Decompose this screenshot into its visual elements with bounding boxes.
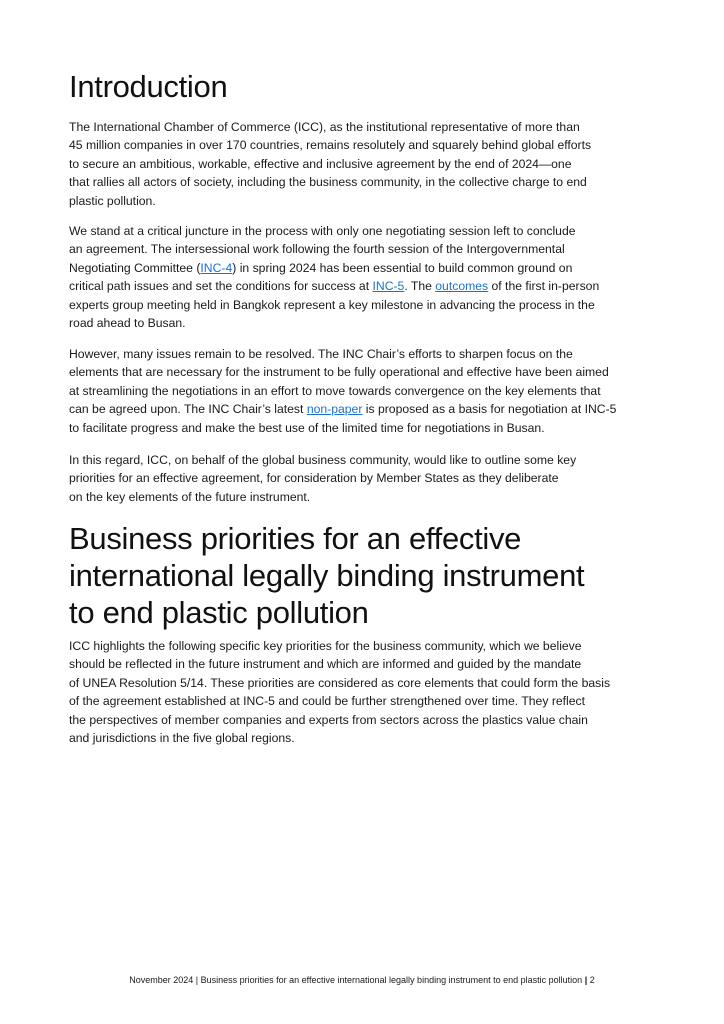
page-footer (0, 975, 724, 985)
text-line: ICC highlights the following specific key priorities for the business community, which we believe (69, 639, 582, 653)
footer-separator: | (584, 975, 588, 985)
text-segment: can be agreed upon. The INC Chair’s latest (69, 402, 307, 417)
text-line: on the key elements of the future instrument. (69, 489, 311, 504)
text-segment: critical path issues and set the conditions for success at (69, 279, 373, 294)
heading-line: to end plastic pollution (69, 595, 369, 630)
text-line (69, 259, 664, 277)
text-segment: . The (404, 279, 436, 294)
text-line: and jurisdictions in the five global regions. (69, 731, 295, 746)
text-line: that rallies all actors of society, including the business community, in the collective charge to end (69, 175, 587, 190)
text-line: the perspectives of member companies and experts from sectors across the plastics value chain (69, 712, 588, 727)
text-line: 45 million companies in over 170 countries, remains resolutely and squarely behind global efforts (69, 138, 592, 153)
text-line: plastic pollution. (69, 193, 156, 208)
text-line: to facilitate progress and make the best use of the limited time for negotiations in Busan. (69, 420, 545, 435)
business-priorities-paragraph (69, 637, 664, 747)
text-line: at streamlining the negotiations in an effort to move towards convergence on the key elements that (69, 383, 601, 398)
inc-5-link[interactable]: INC-5 (372, 279, 405, 294)
introduction-heading: Introduction (69, 69, 228, 104)
outcomes-link[interactable]: outcomes (435, 279, 489, 294)
text-line: priorities for an effective agreement, for consideration by Member States as they deliberate (69, 471, 559, 486)
text-line: of UNEA Resolution 5/14. These priorities are considered as core elements that could form the basis (69, 675, 611, 690)
text-line (69, 400, 664, 418)
inc-4-link[interactable]: INC-4 (200, 260, 233, 275)
text-segment: of the first in-person (488, 279, 600, 294)
text-line: However, many issues remain to be resolved. The INC Chair’s efforts to sharpen focus on the (69, 347, 573, 361)
text-line: to secure an ambitious, workable, effective and inclusive agreement by the end of 2024—one (69, 156, 572, 171)
text-line: elements that are necessary for the instrument to be fully operational and effective have been aimed (69, 365, 609, 380)
text-segment: Negotiating Committee ( (69, 260, 201, 275)
text-line: road ahead to Busan. (69, 316, 186, 331)
footer-text: November 2024 | Business priorities for an effective international legally binding instrument to end plastic pollution (129, 975, 583, 985)
text-line: The International Chamber of Commerce (ICC), as the institutional representative of more than (69, 120, 580, 134)
intro-paragraph-1 (69, 118, 664, 210)
text-segment: is proposed as a basis for negotiation at INC-5 (362, 402, 617, 417)
text-line: of the agreement established at INC-5 and could be further strengthened over time. They reflect (69, 694, 586, 709)
text-segment: ) in spring 2024 has been essential to build common ground on (232, 260, 573, 275)
page-number: 2 (589, 975, 595, 985)
intro-paragraph-4 (69, 451, 664, 506)
intro-paragraph-3 (69, 345, 664, 437)
text-line: We stand at a critical juncture in the process with only one negotiating session left to conclude (69, 224, 576, 238)
business-priorities-heading (69, 520, 669, 631)
non-paper-link[interactable]: non-paper (306, 402, 363, 417)
heading-line: Business priorities for an effective (69, 521, 522, 556)
text-line: should be reflected in the future instrument and which are informed and guided by the mandate (69, 657, 582, 672)
heading-line: international legally binding instrument (69, 558, 585, 593)
text-line: In this regard, ICC, on behalf of the global business community, would like to outline some key (69, 453, 577, 467)
text-line: an agreement. The intersessional work following the fourth session of the Intergovernmental (69, 242, 565, 257)
text-line (69, 277, 664, 295)
text-line: experts group meeting held in Bangkok represent a key milestone in advancing the process in the (69, 297, 595, 312)
intro-paragraph-2 (69, 222, 664, 332)
